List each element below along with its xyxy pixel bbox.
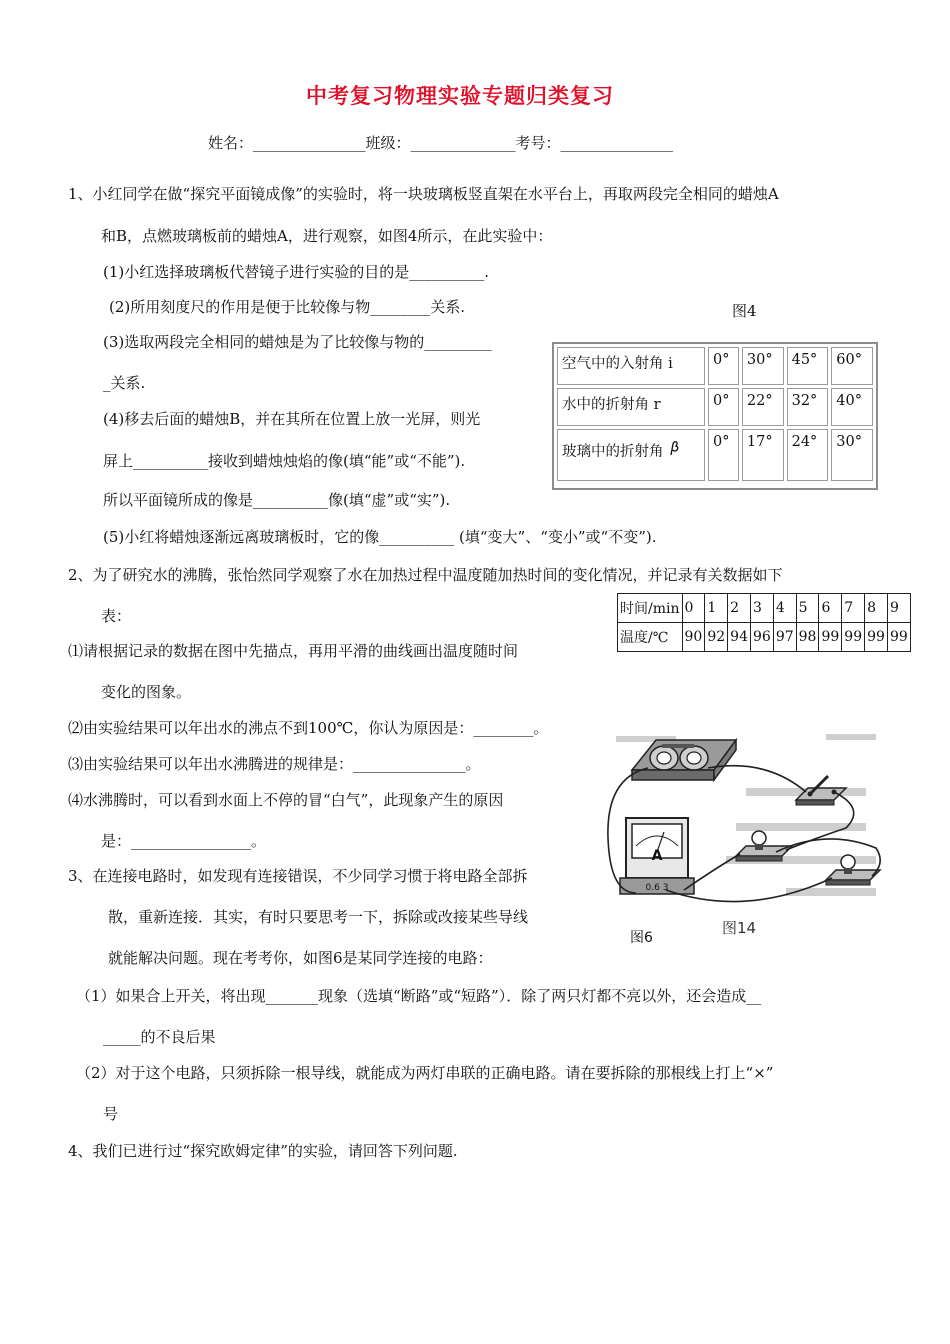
q3-part2a: （2）对于这个电路，只须拆除一根导线，就能成为两灯串联的正确电路。请在要拆除的那根线上打上“×” (76, 1064, 774, 1082)
glass-angle-label: 玻璃中的折射角 (562, 444, 664, 460)
table-cell: 24° (787, 429, 829, 481)
table-cell: 1 (705, 594, 728, 623)
table-cell: 3 (750, 594, 773, 623)
table-row (618, 594, 911, 623)
q1-part3b: _关系. (103, 374, 146, 392)
q2-part1a: ⑴请根据记录的数据在图中先描点，再用平滑的曲线画出温度随时间 (68, 642, 519, 660)
q2-line1: 2、为了研究水的沸腾，张怡然同学观察了水在加热过程中温度随加热时间的变化情况，并记录有关数据如下 (68, 566, 783, 584)
q1-part4c: 所以平面镜所成的像是__________像(填“虚”或“实”). (103, 491, 451, 509)
table-row (557, 347, 873, 385)
table-cell: 空气中的入射角 i (557, 347, 705, 385)
q4-line1: 4、我们已进行过“探究欧姆定律”的实验，请回答下列问题. (68, 1142, 458, 1160)
beta-symbol-icon (668, 440, 680, 456)
circuit-diagram (596, 728, 886, 948)
table-cell (557, 429, 705, 481)
meter-scale: 0.6 3 (645, 883, 669, 893)
table-cell: 时间/min (618, 594, 683, 623)
q3-line2: 散，重新连接．其实，有时只要思考一下，拆除或改接某些导线 (108, 908, 529, 926)
q1-line2: 和B，点燃玻璃板前的蜡烛A，进行观察，如图4所示，在此实验中： (101, 227, 553, 245)
q1-part1: (1)小红选择玻璃板代替镜子进行实验的目的是__________. (103, 263, 490, 281)
table-cell: 90 (682, 623, 705, 652)
table-cell: 94 (728, 623, 751, 652)
table-cell: 6 (819, 594, 842, 623)
table-cell: 7 (842, 594, 865, 623)
table-cell: 4 (773, 594, 796, 623)
time-temperature-table (617, 593, 911, 652)
battery-icon (632, 740, 736, 780)
fig4-label: 图4 (732, 302, 757, 320)
table-cell: 92 (705, 623, 728, 652)
table-cell: 30° (831, 429, 873, 481)
table-cell: 60° (831, 347, 873, 385)
q1-part3a: (3)选取两段完全相同的蜡烛是为了比较像与物的_________ (103, 333, 492, 351)
table-cell: 45° (787, 347, 829, 385)
table-cell: 9 (887, 594, 910, 623)
q2-part1b: 变化的图象。 (101, 683, 192, 701)
refraction-table-frame (552, 342, 878, 490)
q2-line2: 表： (101, 607, 132, 625)
q3-part2b: 号 (103, 1105, 119, 1123)
table-cell: 17° (742, 429, 784, 481)
table-row (618, 623, 911, 652)
table-cell: 97 (773, 623, 796, 652)
table-cell: 96 (750, 623, 773, 652)
q3-line3: 就能解决问题。现在考考你，如图6是某同学连接的电路： (108, 949, 493, 967)
table-cell: 99 (865, 623, 888, 652)
table-cell: 40° (831, 388, 873, 426)
table-cell: 8 (865, 594, 888, 623)
fig6-label: 图6 (630, 930, 653, 946)
table-cell: 2 (728, 594, 751, 623)
q3-part1b: _____的不良后果 (103, 1028, 216, 1046)
page-title: 中考复习物理实验专题归类复习 (306, 84, 614, 108)
table-cell: 水中的折射角 r (557, 388, 705, 426)
table-cell: 99 (887, 623, 910, 652)
fig14-label: 图14 (722, 919, 757, 937)
student-info-line: 姓名：_______________班级：______________考号：_______________ (208, 134, 674, 152)
table-cell: 99 (819, 623, 842, 652)
table-cell: 32° (787, 388, 829, 426)
table-cell: 0° (708, 347, 739, 385)
table-cell: 0° (708, 388, 739, 426)
q3-line1: 3、在连接电路时，如发现有连接错误，不少同学习惯于将电路全部拆 (68, 867, 528, 885)
refraction-table (554, 344, 876, 484)
table-cell: 30° (742, 347, 784, 385)
q2-part4b: 是：________________。 (101, 832, 267, 850)
q1-part2: (2)所用刻度尺的作用是便于比较像与物________关系. (109, 298, 466, 316)
ammeter-icon (620, 818, 694, 894)
table-cell: 99 (842, 623, 865, 652)
table-row (557, 429, 873, 481)
circuit-figure (596, 728, 886, 948)
q2-part3: ⑶由实验结果可以年出水沸腾进的规律是：_______________。 (68, 755, 481, 773)
q2-part4a: ⑷水沸腾时，可以看到水面上不停的冒“白气”，此现象产生的原因 (68, 791, 504, 809)
q1-part4b: 屏上__________接收到蜡烛烛焰的像(填“能”或“不能”). (103, 452, 466, 470)
table-cell: 0° (708, 429, 739, 481)
table-cell: 5 (796, 594, 819, 623)
q3-part1a: （1）如果合上开关，将出现_______现象（选填“断路”或“短路”）．除了两只灯都不亮以外，还会造成__ (76, 987, 762, 1005)
table-cell: 温度/℃ (618, 623, 683, 652)
meter-letter: A (651, 848, 663, 864)
q1-line1: 1、小红同学在做“探究平面镜成像”的实验时，将一块玻璃板竖直架在水平台上，再取两段完全相同的蜡烛A (68, 185, 779, 203)
q1-part4a: (4)移去后面的蜡烛B，并在其所在位置上放一光屏，则光 (103, 410, 481, 428)
q2-part2: ⑵由实验结果可以年出水的沸点不到100℃，你认为原因是：________。 (68, 719, 549, 737)
table-row (557, 388, 873, 426)
table-cell: 0 (682, 594, 705, 623)
table-cell: 98 (796, 623, 819, 652)
q1-part5: (5)小红将蜡烛逐渐远离玻璃板时，它的像__________ (填“变大”、“变小”或“不变”). (103, 528, 657, 546)
table-cell: 22° (742, 388, 784, 426)
